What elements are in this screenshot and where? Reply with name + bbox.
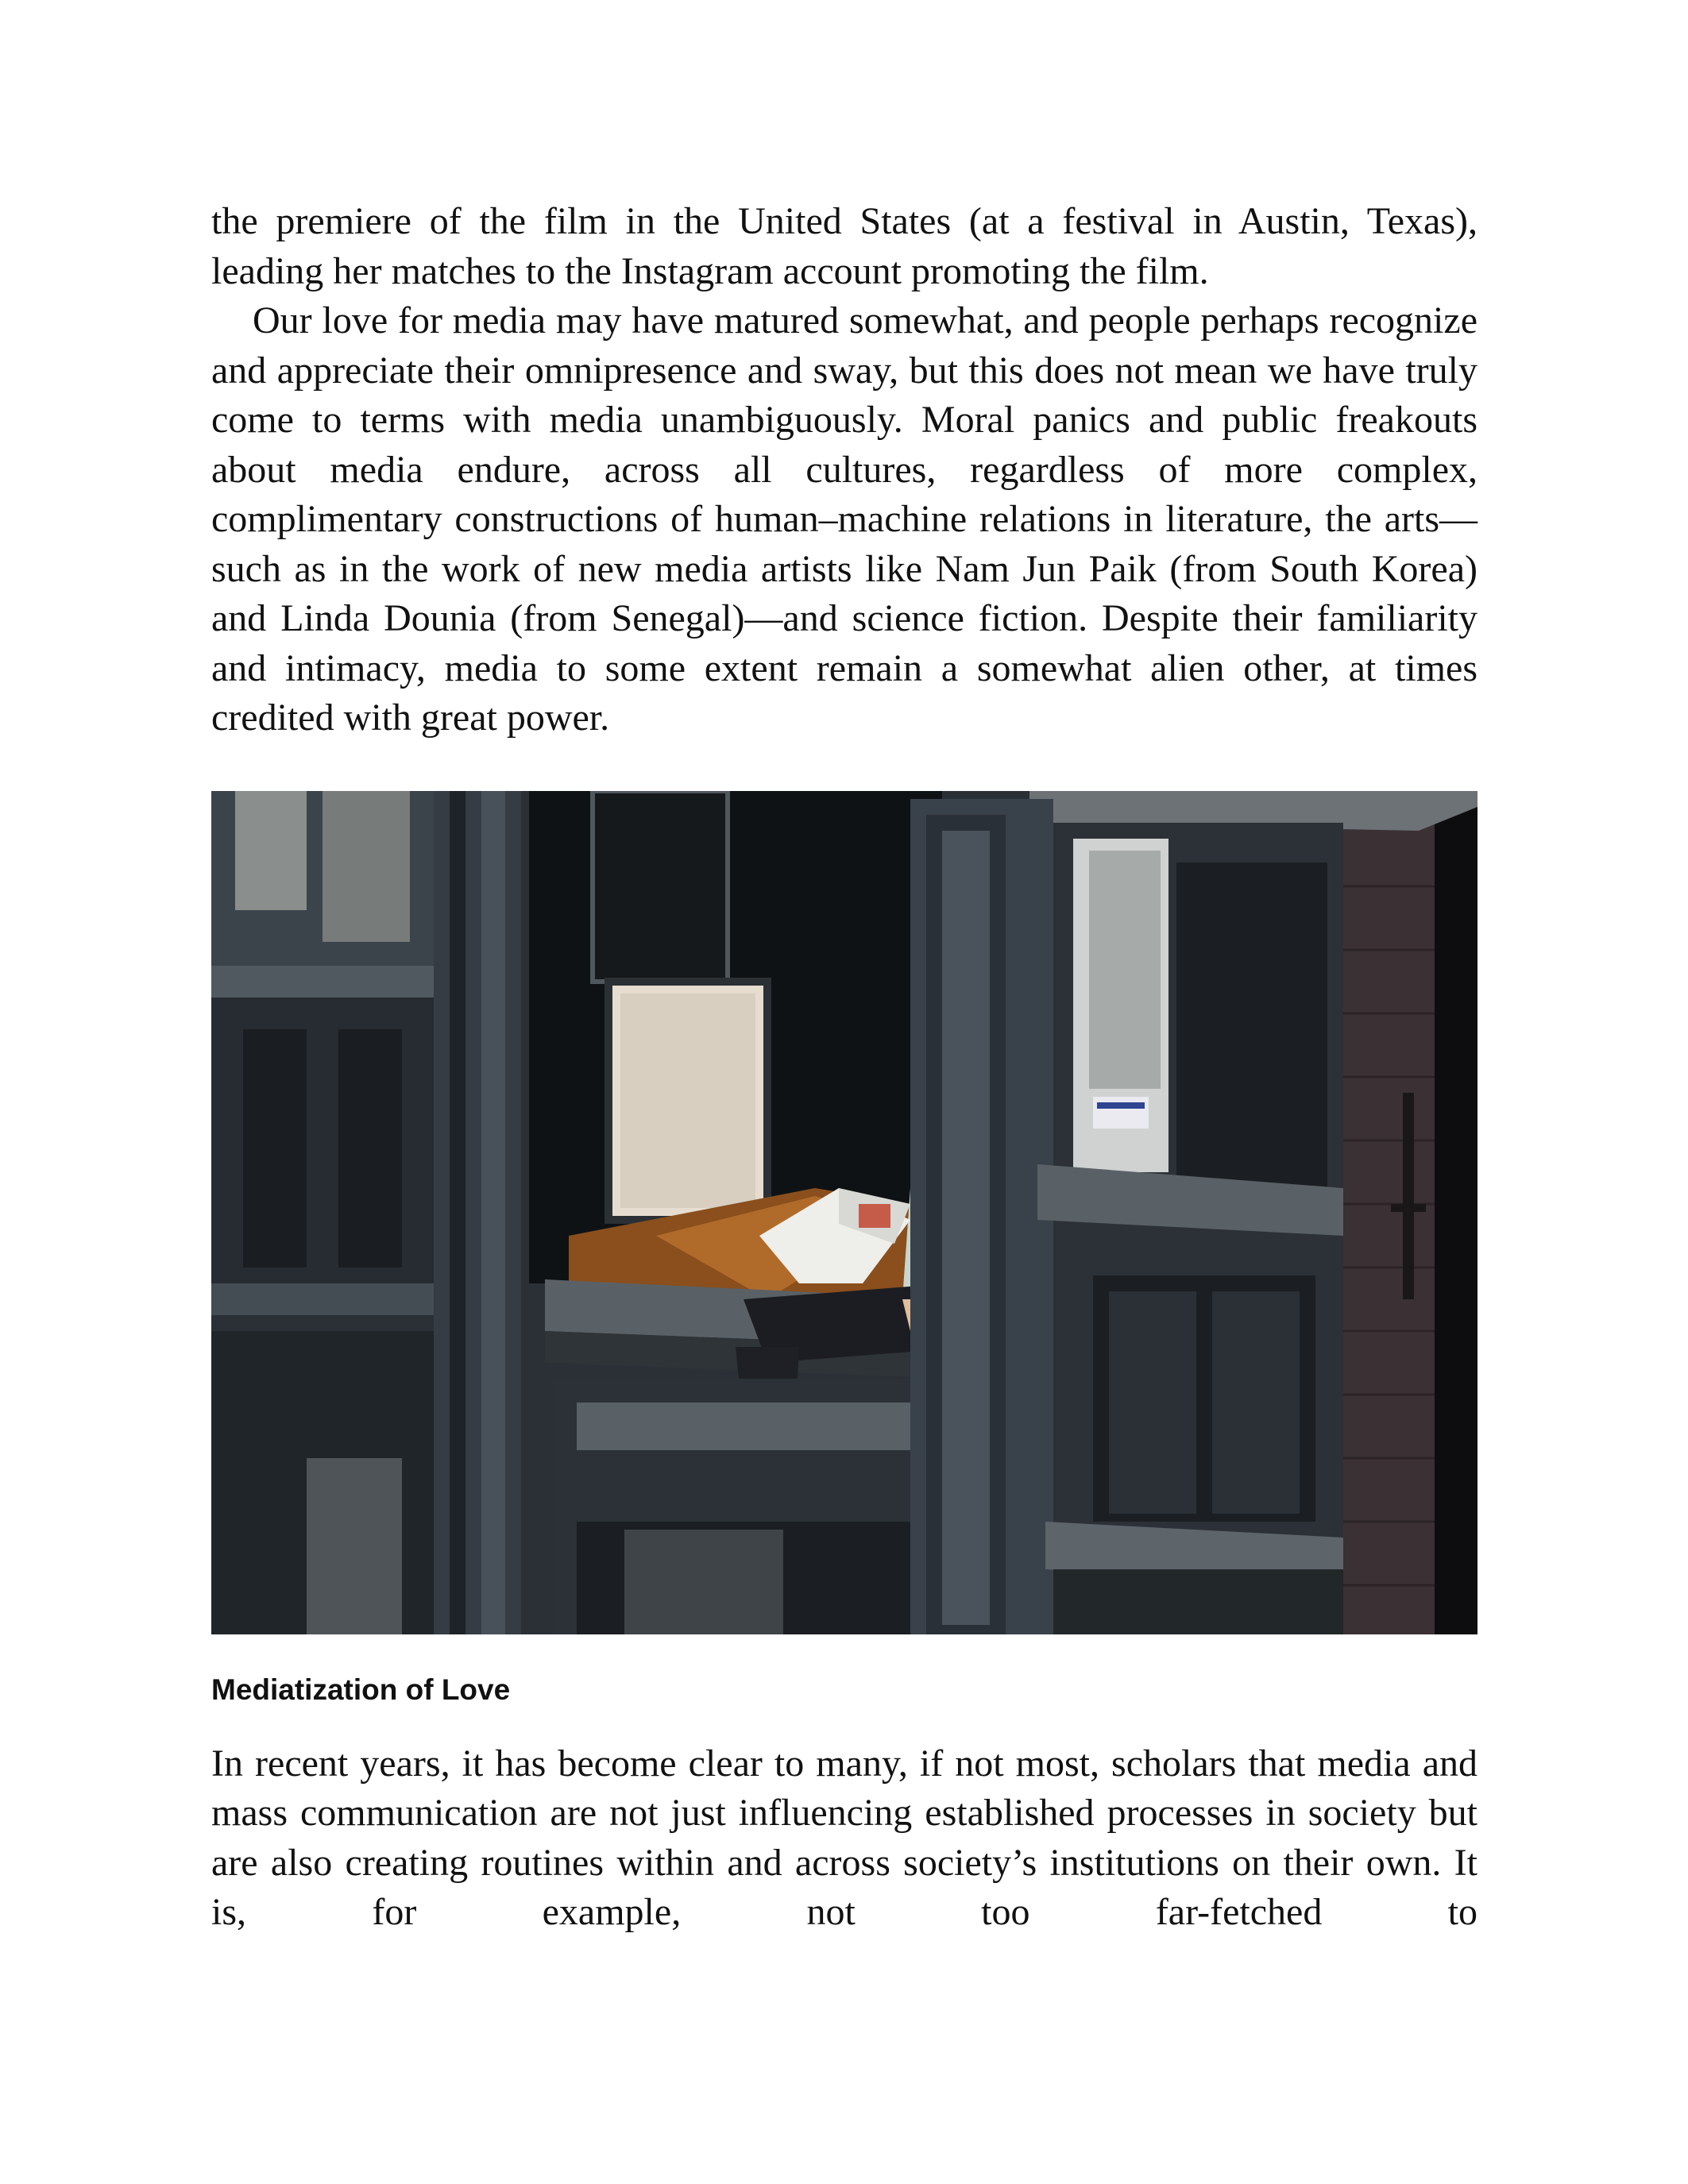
paragraph-continued: the premiere of the film in the United States (at a festival in Austin, Texas), leading her matches to the Instagram account promoting the film. bbox=[211, 200, 1477, 292]
document-page bbox=[211, 197, 1477, 1938]
paragraph-recent-years: In recent years, it has become clear to many, if not most, scholars that media and mass communication are not just influencing established processes in society but are also creating routines within and across society’s institutions on their own. It is, for example, not too far-fetched to bbox=[211, 1742, 1477, 1933]
figure-photo bbox=[211, 791, 1477, 1634]
photo-person-reading-newspaper-icon bbox=[211, 791, 1477, 1634]
paragraph-moral-panics: Our love for media may have matured somewhat, and people perhaps recognize and appreciate their omnipresence and sway, but this does not mean we have truly come to terms with media unambiguously. Moral panics and public freakouts about media endure, across all cultures, regardless of more complex, complimentary constructions of human–machine relations in literature, the arts—such as in the work of new media artists like Nam Jun Paik (from South Korea) and Linda Dounia (from Senegal)—and science fiction. Despite their familiarity and intimacy, media to some extent remain a somewhat alien other, at times credited with great power. bbox=[211, 299, 1477, 739]
section-heading: Mediatization of Love bbox=[211, 1673, 511, 1706]
